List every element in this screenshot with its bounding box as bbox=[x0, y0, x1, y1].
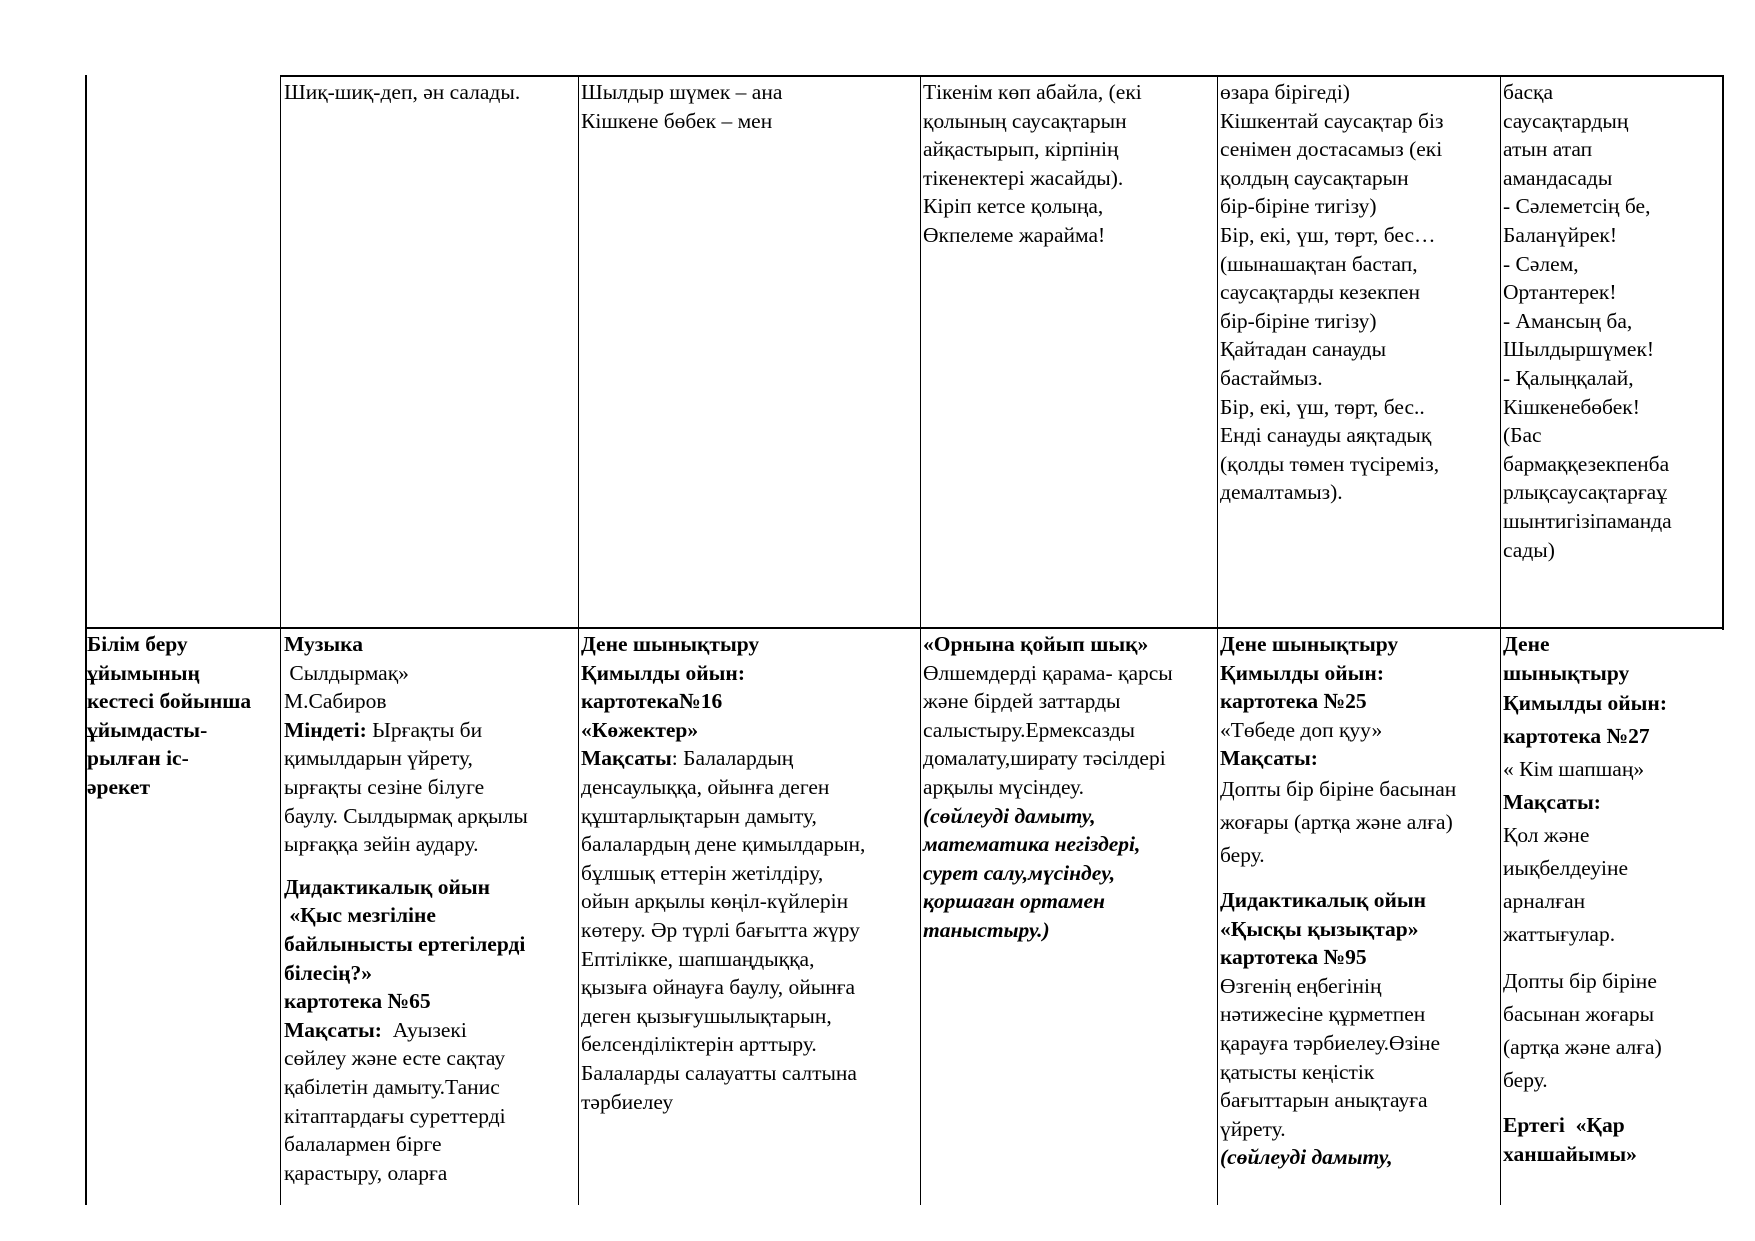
text-line: өзара бірігеді) bbox=[1220, 80, 1350, 104]
text-line: (Бас bbox=[1503, 423, 1542, 448]
title-line: «Көжектер» bbox=[581, 717, 699, 742]
title-line: картотека №27 bbox=[1503, 724, 1650, 749]
text-line: иықбелдеуіне bbox=[1503, 856, 1629, 881]
game-title-line: Дидактикалық ойын bbox=[1220, 887, 1427, 912]
text-line: басынан жоғары bbox=[1503, 1002, 1655, 1027]
text-line: - Амансың ба, bbox=[1503, 308, 1633, 333]
text-line: демалтамыз). bbox=[1220, 480, 1343, 505]
text-line: тікенектері жасайды). bbox=[923, 165, 1124, 190]
row-header-line: Білім беру bbox=[87, 632, 188, 656]
text-line: көтеру. Әр түрлі бағытта жүру bbox=[581, 917, 860, 942]
text-line: Кіріп кетсе қолыңа, bbox=[923, 194, 1104, 219]
row2-col3-cell bbox=[581, 630, 865, 1116]
goal-text: Ауызекі bbox=[381, 1017, 467, 1042]
row1-col5-cell bbox=[1220, 78, 1443, 507]
column-border-6 bbox=[1500, 75, 1501, 1205]
text-line: және бірдей заттарды bbox=[923, 689, 1121, 714]
column-border-4 bbox=[920, 75, 921, 1205]
task-line bbox=[284, 716, 528, 745]
text-line: саусақтардың bbox=[1503, 108, 1629, 133]
text-line: басқа bbox=[1503, 80, 1554, 104]
text-line: Кішкенебөбек! bbox=[1503, 394, 1640, 419]
text-line: Бір, екі, үш, төрт, бес… bbox=[1220, 222, 1436, 247]
music-title: Музыка bbox=[284, 632, 363, 656]
game-title-line: «Қыс мезгіліне bbox=[284, 903, 436, 928]
text-line: атын атап bbox=[1503, 137, 1593, 162]
text-line: Кішкене бөбек – мен bbox=[581, 108, 773, 133]
row-header-line: әрекет bbox=[87, 774, 150, 799]
text-line: Шылдыршүмек! bbox=[1503, 337, 1655, 362]
text-line: нәтижесіне құрметпен bbox=[1220, 1002, 1426, 1027]
text-line: (қолды төмен түсіреміз, bbox=[1220, 451, 1440, 476]
text-line: Енді санауды аяқтадық bbox=[1220, 423, 1432, 448]
game-title-line: байлынысты ертегілерді bbox=[284, 931, 526, 956]
text-line: амандасады bbox=[1503, 165, 1613, 190]
game-title-line: білесің?» bbox=[284, 960, 372, 985]
text-line: ырғақты сезіне білуге bbox=[284, 774, 485, 799]
column-border-3 bbox=[578, 75, 579, 1205]
text-line: сенімен достасамыз (екі bbox=[1220, 137, 1443, 162]
italic-line: математика негіздері, bbox=[923, 832, 1141, 857]
row2-col6-cell bbox=[1503, 630, 1667, 1168]
row1-col3-cell bbox=[581, 78, 782, 135]
italic-line: сурет салу,мүсіндеу, bbox=[923, 860, 1116, 885]
text-line: домалату,ширату тәсілдері bbox=[923, 746, 1166, 771]
text-line: Бір, екі, үш, төрт, бес.. bbox=[1220, 394, 1425, 419]
goal-line bbox=[581, 744, 865, 773]
goal-label: Мақсаты: bbox=[1503, 790, 1601, 815]
row2-col5-cell bbox=[1220, 630, 1456, 1172]
row-header-line: ұйымдасты- bbox=[87, 717, 208, 742]
column-border-2 bbox=[280, 75, 281, 1205]
text-line: құштарлықтарын дамыту, bbox=[581, 803, 817, 828]
text-line: балалардың дене қимылдарын, bbox=[581, 832, 866, 857]
text-line: Допты бір біріне басынан bbox=[1220, 776, 1457, 801]
game-name: « Кім шапшаң» bbox=[1503, 757, 1645, 782]
text-line: бармаққезекпенба bbox=[1503, 451, 1670, 476]
text-line: беру. bbox=[1220, 842, 1265, 867]
text-line: жоғары (артқа және алға) bbox=[1220, 809, 1453, 834]
title-line: Қимылды ойын: bbox=[1220, 660, 1384, 685]
text-line: Ортантерек! bbox=[1503, 280, 1617, 305]
text-line: тәрбиелеу bbox=[581, 1089, 674, 1114]
text-line: қолдың саусақтарын bbox=[1220, 165, 1409, 190]
text-line: бір-біріне тигізу) bbox=[1220, 194, 1377, 219]
text-line: беру. bbox=[1503, 1068, 1548, 1093]
task-text: Ырғақты би bbox=[366, 717, 483, 742]
text-line: қимылдарын үйрету, bbox=[284, 746, 473, 771]
text-line: бағыттарын анықтауға bbox=[1220, 1088, 1428, 1113]
text-line: бұлшық еттерін жетілдіру, bbox=[581, 860, 824, 885]
text-line: қолының саусақтарын bbox=[923, 108, 1127, 133]
text-line: Қол және bbox=[1503, 823, 1590, 848]
italic-line: таныстыру.) bbox=[923, 917, 1050, 942]
title-line: Қимылды ойын: bbox=[1503, 691, 1667, 716]
text-line: ырғаққа зейін аудару. bbox=[284, 832, 479, 857]
text-line: бір-біріне тигізу) bbox=[1220, 308, 1377, 333]
text-line: айқастырып, кірпінің bbox=[923, 137, 1119, 162]
game-title-line: картотека №65 bbox=[284, 989, 431, 1014]
row1-col4-cell bbox=[923, 78, 1142, 250]
column-border-7 bbox=[1722, 75, 1724, 630]
text-line: кітаптардағы суреттерді bbox=[284, 1103, 506, 1128]
row-header-line: рылған іс- bbox=[87, 746, 189, 771]
text-line: (шынашақтан бастап, bbox=[1220, 251, 1418, 276]
text-line: Баланүйрек! bbox=[1503, 222, 1618, 247]
author: М.Сабиров bbox=[284, 689, 387, 714]
game-title-line: «Қысқы қызықтар» bbox=[1220, 916, 1419, 941]
text-line: - Сәлеметсің бе, bbox=[1503, 194, 1651, 219]
text-line: баулу. Сылдырмақ арқылы bbox=[284, 803, 528, 828]
tale-line: Ертегі «Қар bbox=[1503, 1113, 1625, 1138]
text-line: белсенділіктерін арттыру. bbox=[581, 1032, 817, 1057]
title-line: картотека№16 bbox=[581, 689, 723, 714]
text-line: сады) bbox=[1503, 537, 1555, 562]
text-line: Балаларды салауатты салтына bbox=[581, 1060, 857, 1085]
text-line: арналған bbox=[1503, 889, 1586, 914]
goal-label: Мақсаты bbox=[581, 746, 672, 771]
row2-header-cell bbox=[87, 630, 251, 802]
text-line: қатысты кеңістік bbox=[1220, 1059, 1375, 1084]
row1-col2-cell bbox=[284, 78, 520, 107]
text-line: жаттығулар. bbox=[1503, 922, 1616, 947]
title-line: Дене шынықтыру bbox=[1220, 632, 1399, 656]
title-line: шынықтыру bbox=[1503, 660, 1630, 685]
row-divider bbox=[85, 627, 1724, 629]
song-title: Сылдырмақ» bbox=[284, 660, 409, 685]
text-line: Өзгенің еңбегінің bbox=[1220, 973, 1382, 998]
text-line: шынтигізіпамандa bbox=[1503, 508, 1672, 533]
game-title-line: Дидактикалық ойын bbox=[284, 874, 491, 899]
text-line: деген қызығушылықтарын, bbox=[581, 1003, 832, 1028]
text-line: денсаулыққа, ойынға деген bbox=[581, 774, 830, 799]
text-line: арқылы мүсіндеу. bbox=[923, 774, 1085, 799]
text-line: саусақтарды кезекпен bbox=[1220, 280, 1420, 305]
text-line: - Сәлем, bbox=[1503, 251, 1579, 276]
text-line: қарауға тәрбиелеу.Өзіне bbox=[1220, 1030, 1441, 1055]
text-line: Шылдыр шүмек – ана bbox=[581, 80, 783, 104]
text-line: балалармен бірге bbox=[284, 1132, 442, 1157]
goal-line bbox=[284, 1016, 528, 1045]
row2-col4-cell bbox=[923, 630, 1173, 945]
text-line: (артқа және алға) bbox=[1503, 1035, 1662, 1060]
italic-line: (сөйлеуді дамыту, bbox=[1220, 1145, 1393, 1170]
goal-label: Мақсаты: bbox=[1220, 746, 1318, 771]
goal-label: Мақсаты: bbox=[284, 1017, 382, 1042]
row-header-line: кестесі бойынша bbox=[87, 689, 252, 714]
tale-line: ханшайымы» bbox=[1503, 1141, 1637, 1166]
text-line: салыстыру.Ермексазды bbox=[923, 717, 1135, 742]
text-line: қызыға ойнауға баулу, ойынға bbox=[581, 975, 856, 1000]
text-line: Өкпелеме жарайма! bbox=[923, 222, 1106, 247]
text-line: қарастыру, оларға bbox=[284, 1160, 448, 1185]
game-name: «Төбеде доп қуу» bbox=[1220, 717, 1383, 742]
text-line: Қайтадан санауды bbox=[1220, 337, 1387, 362]
text-line: ойын арқылы көңіл-күйлерін bbox=[581, 889, 849, 914]
text-line: үйрету. bbox=[1220, 1116, 1286, 1141]
row-header-line: ұйымының bbox=[87, 660, 200, 685]
text-line: Ептілікке, шапшаңдыққа, bbox=[581, 946, 815, 971]
italic-line: (сөйлеуді дамыту, bbox=[923, 803, 1096, 828]
task-label: Міндеті: bbox=[284, 717, 367, 742]
title-line: картотека №25 bbox=[1220, 689, 1367, 714]
column-border-5 bbox=[1217, 75, 1218, 1205]
text-line: Тікенім көп абайла, (екі bbox=[923, 80, 1142, 104]
text-line: - Қалыңқалай, bbox=[1503, 365, 1634, 390]
text-line: бастаймыз. bbox=[1220, 365, 1323, 390]
text-line: Допты бір біріне bbox=[1503, 969, 1657, 994]
goal-text: : Балалардың bbox=[671, 746, 794, 771]
row2-col2-cell bbox=[284, 630, 528, 1187]
text-line: сөйлеу және есте сақтау bbox=[284, 1046, 506, 1071]
text-line: рлықсаусақтарғаұ bbox=[1503, 480, 1667, 505]
title-line: Қимылды ойын: bbox=[581, 660, 745, 685]
text-line: қабілетін дамыту.Танис bbox=[284, 1074, 500, 1099]
text-line: Өлшемдерді қарама- қарсы bbox=[923, 660, 1173, 685]
italic-line: қоршаған ортамен bbox=[923, 889, 1105, 914]
text-line: Шиқ-шиқ-деп, ән салады. bbox=[284, 80, 521, 104]
row1-col6-cell bbox=[1503, 78, 1672, 564]
title-line: Дене bbox=[1503, 632, 1550, 656]
game-title-line: картотека №95 bbox=[1220, 945, 1367, 970]
text-line: Кішкентай саусақтар біз bbox=[1220, 108, 1444, 133]
title-line: Дене шынықтыру bbox=[581, 632, 760, 656]
table-top-border bbox=[280, 75, 1724, 77]
activity-title: «Орнына қойып шық» bbox=[923, 632, 1149, 656]
